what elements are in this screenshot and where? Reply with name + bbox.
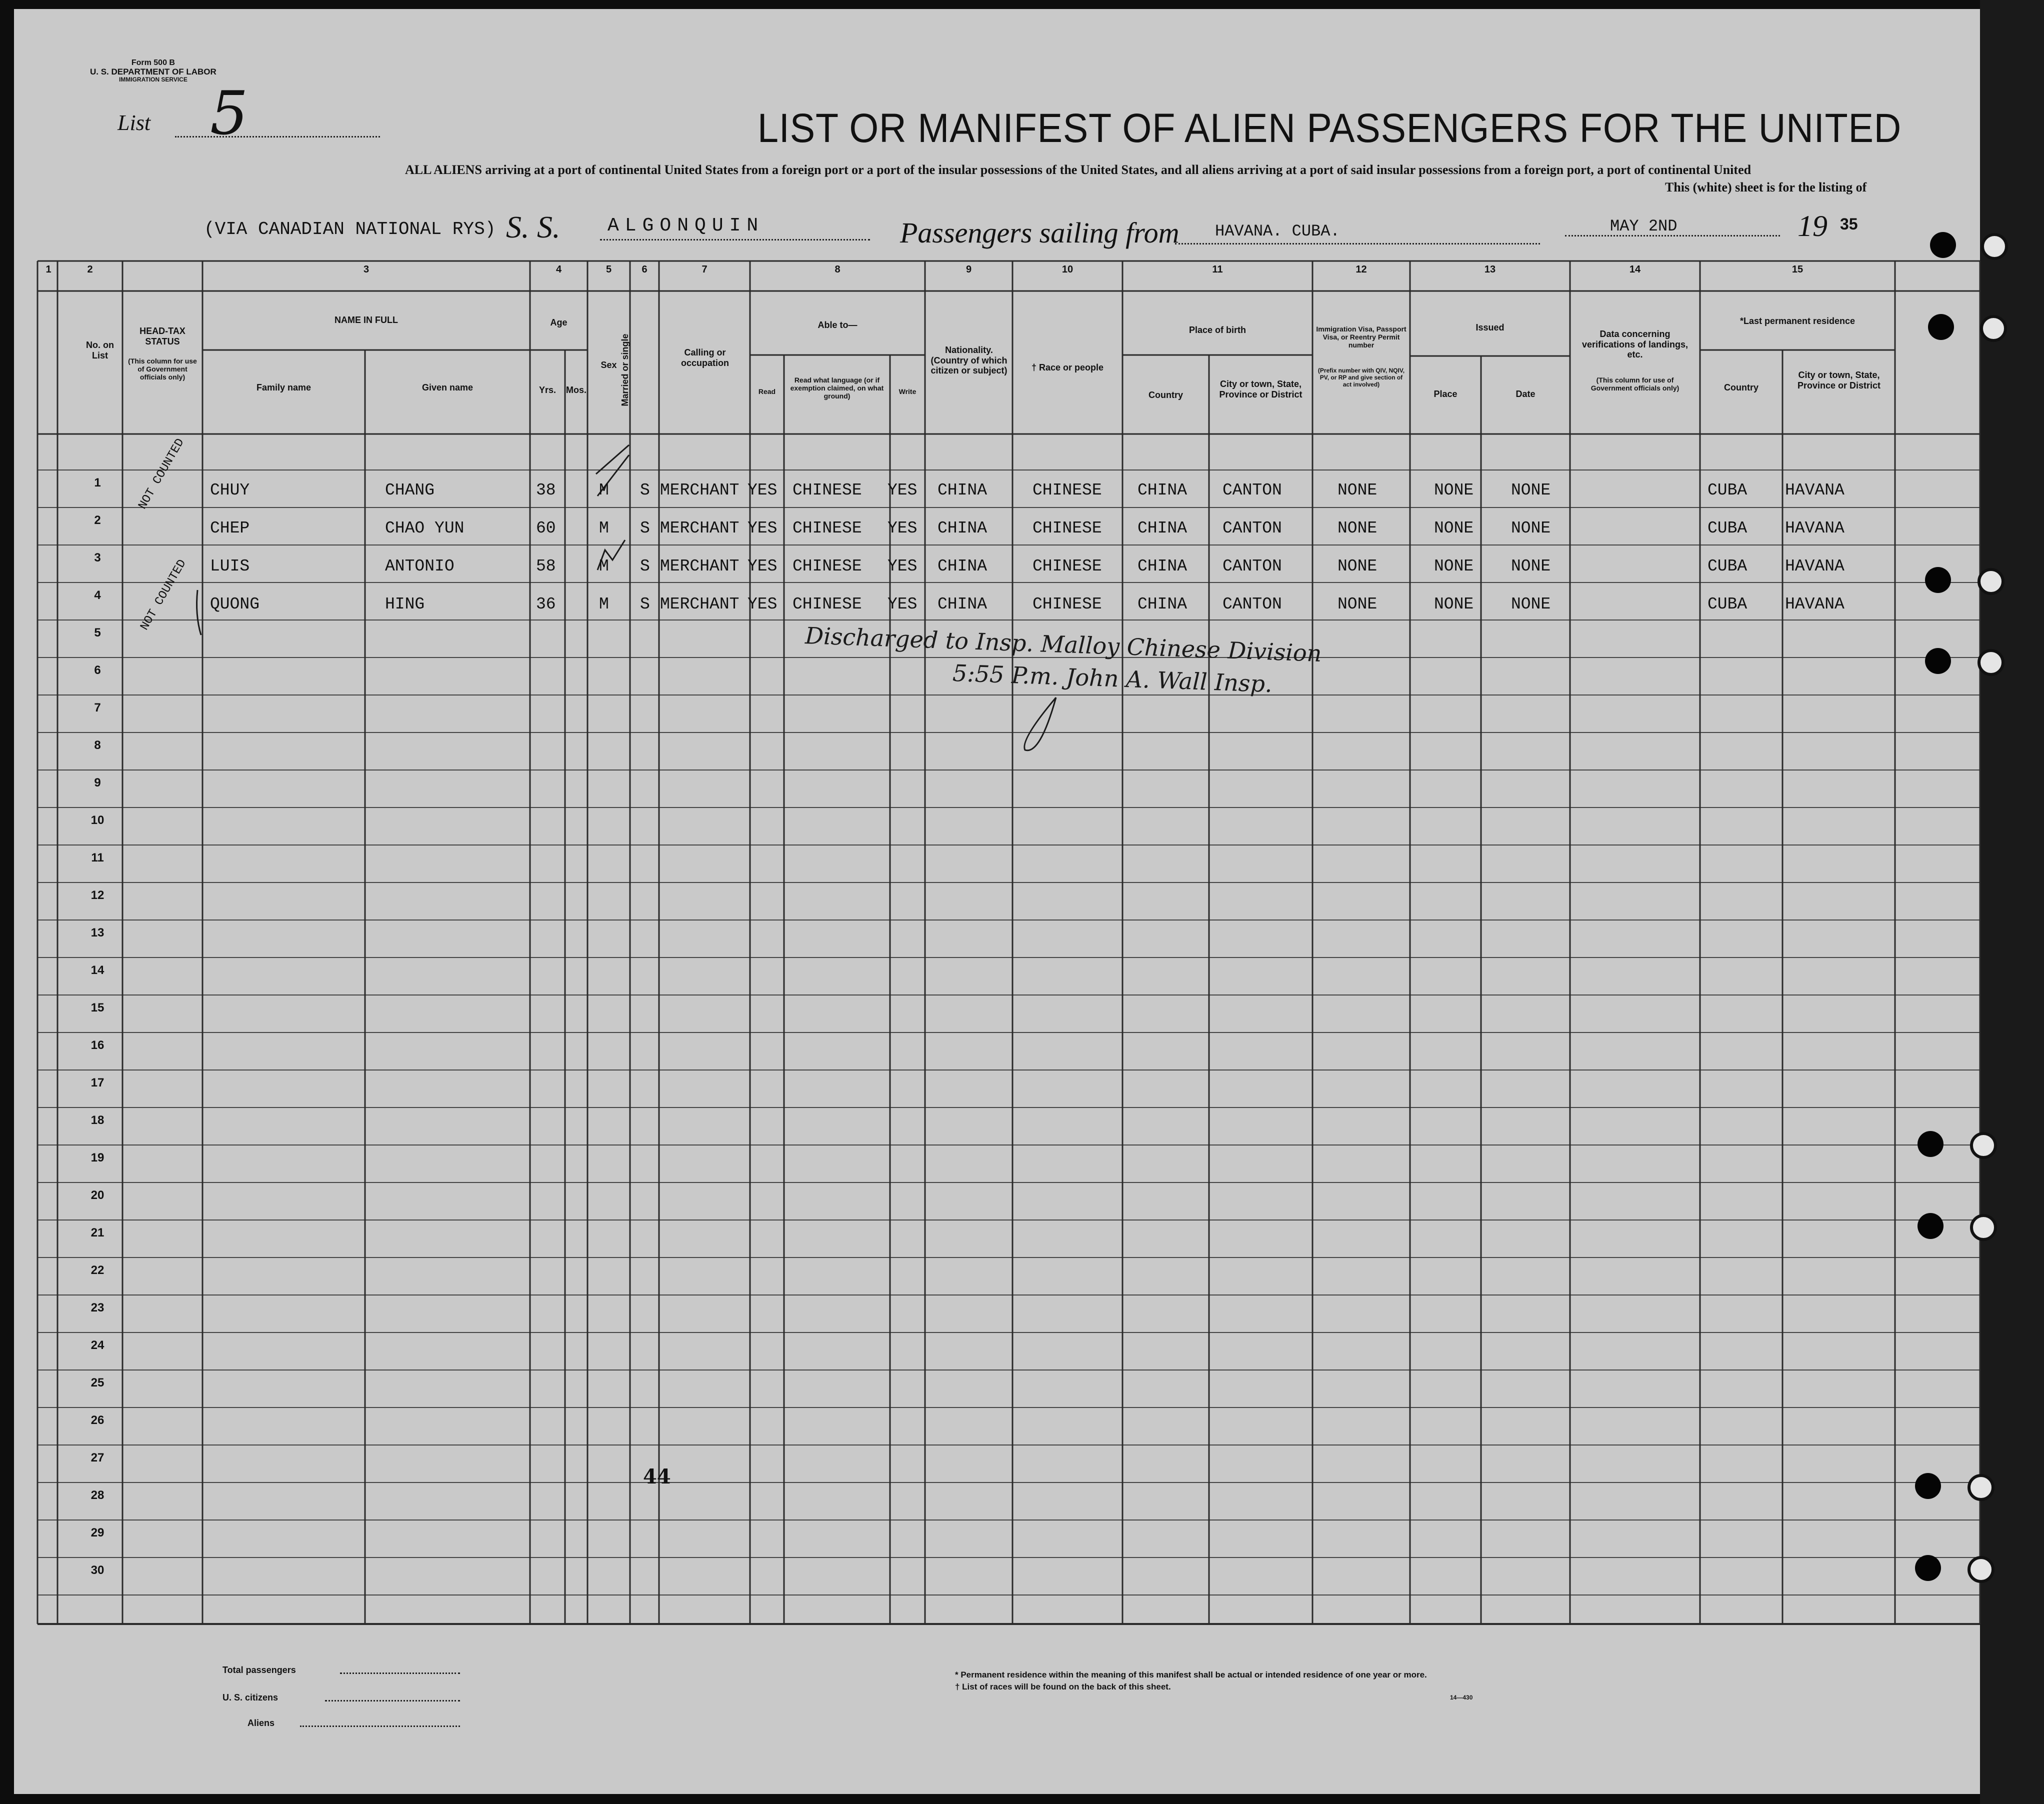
- row-number: 27: [90, 1451, 104, 1464]
- header-sex: Sex: [600, 360, 617, 370]
- department-name: U. S. DEPARTMENT OF LABOR: [90, 66, 216, 76]
- binding-hole: [1915, 1555, 1941, 1581]
- us-citizens-line: [325, 1700, 460, 1702]
- header-race: † Race or people: [1031, 362, 1104, 372]
- birth-city-cell: CANTON: [1222, 557, 1282, 576]
- read-cell: YES: [748, 519, 778, 538]
- binding-ring: [1968, 1556, 1994, 1583]
- header-read: Read: [758, 388, 776, 396]
- form-number: Form 500 B: [131, 58, 175, 67]
- list-number: 5: [210, 79, 248, 148]
- issued-date-cell: NONE: [1511, 595, 1551, 614]
- header-issued-date: Date: [1516, 389, 1536, 399]
- birth-country-cell: CHINA: [1138, 519, 1188, 538]
- row-number: 2: [94, 514, 101, 527]
- binding-ring: [1968, 1474, 1994, 1501]
- nationality-cell: CHINA: [938, 519, 988, 538]
- issued-place-cell: NONE: [1434, 595, 1474, 614]
- header-age: Age: [550, 318, 568, 328]
- visa-cell: NONE: [1338, 557, 1378, 576]
- family-name-cell: QUONG: [210, 595, 260, 614]
- binding-hole: [1928, 314, 1954, 340]
- handwritten-discharge-note: Discharged to Insp. Malloy Chinese Division: [804, 622, 1322, 668]
- given-name-cell: ANTONIO: [385, 557, 454, 576]
- header-verifications: Data concerning verifications of landings, etc.: [1582, 329, 1688, 360]
- header-write: Write: [898, 388, 916, 396]
- marital-status-cell: S: [640, 481, 650, 500]
- read-cell: YES: [748, 595, 778, 614]
- row-number: 22: [90, 1264, 104, 1277]
- race-cell: CHINESE: [1032, 595, 1102, 614]
- row-number: 11: [91, 851, 104, 864]
- row-number: 19: [90, 1151, 104, 1164]
- header-last-residence: *Last permanent residence: [1740, 316, 1856, 326]
- ship-name: ALGONQUIN: [608, 215, 764, 236]
- visa-cell: NONE: [1338, 481, 1378, 500]
- us-citizens-label: U. S. citizens: [222, 1692, 278, 1702]
- header-visa-note: (Prefix number with QIV, NQIV, PV, or RP and give section of act involved): [1318, 367, 1405, 388]
- not-counted-stamp: NOT COUNTED: [136, 436, 188, 512]
- read-cell: YES: [748, 557, 778, 576]
- not-counted-stamp: NOT COUNTED: [138, 557, 190, 633]
- binding-hole: [1918, 1213, 1944, 1239]
- row-number: 23: [90, 1301, 104, 1314]
- issued-place-cell: NONE: [1434, 481, 1474, 500]
- ship-name-line: [600, 239, 870, 240]
- row-number: 14: [90, 964, 104, 977]
- race-cell: CHINESE: [1032, 557, 1102, 576]
- sex-cell: M: [599, 481, 609, 500]
- family-name-cell: CHEP: [210, 519, 250, 538]
- occupation-cell: MERCHANT: [660, 481, 740, 500]
- row-number: 29: [90, 1526, 104, 1540]
- birth-country-cell: CHINA: [1138, 595, 1188, 614]
- form-identifier: [90, 59, 216, 82]
- intro-text-2: This (white) sheet is for the listing of: [1665, 180, 1867, 194]
- binding-ring: [1970, 1132, 1997, 1159]
- footnote-residence: * Permanent residence within the meaning of this manifest shall be actual or intended residence of one year or more.: [955, 1670, 1427, 1680]
- row-number: 7: [94, 701, 101, 714]
- sailing-date: MAY 2ND: [1610, 217, 1678, 236]
- language-cell: CHINESE: [792, 595, 862, 614]
- row-number: 17: [90, 1076, 104, 1090]
- manifest-page: [14, 9, 1980, 1794]
- age-cell: 60: [536, 519, 556, 538]
- port-line: [1175, 243, 1540, 244]
- residence-country-cell: CUBA: [1708, 595, 1748, 614]
- row-number: 21: [90, 1226, 104, 1240]
- col-num-8: 8: [834, 264, 840, 275]
- header-family-name: Family name: [256, 382, 312, 392]
- row-number: 28: [90, 1488, 104, 1502]
- col-num-15: 15: [1792, 264, 1804, 275]
- write-cell: YES: [888, 481, 918, 500]
- row-number: 4: [94, 588, 101, 602]
- issued-place-cell: NONE: [1434, 557, 1474, 576]
- col-num-14: 14: [1629, 264, 1641, 275]
- race-cell: CHINESE: [1032, 481, 1102, 500]
- header-head-tax-note: (This column for use of Government officials only): [128, 357, 197, 382]
- header-place-of-birth: Place of birth: [1188, 325, 1246, 335]
- binding-edge: [1980, 0, 2044, 1804]
- header-age-years: Yrs.: [538, 385, 556, 395]
- header-birth-city: City or town, State, Province or District: [1219, 379, 1302, 400]
- write-cell: YES: [888, 519, 918, 538]
- read-cell: YES: [748, 481, 778, 500]
- birth-city-cell: CANTON: [1222, 519, 1282, 538]
- col-num-4: 4: [556, 264, 562, 275]
- header-able-to: Able to—: [818, 320, 858, 330]
- col-num-9: 9: [966, 264, 972, 275]
- sex-cell: M: [599, 595, 609, 614]
- header-given-name: Given name: [422, 382, 474, 392]
- residence-city-cell: HAVANA: [1785, 481, 1844, 500]
- header-no-on-list: No. on List: [86, 340, 114, 360]
- marital-status-cell: S: [640, 519, 650, 538]
- nationality-cell: CHINA: [938, 481, 988, 500]
- year-suffix: 35: [1840, 215, 1858, 233]
- footnote-races: † List of races will be found on the back of this sheet.: [955, 1682, 1171, 1692]
- residence-country-cell: CUBA: [1708, 481, 1748, 500]
- print-code: 14—430: [1450, 1694, 1473, 1701]
- header-visa: Immigration Visa, Passport Visa, or Reentry Permit number: [1316, 325, 1406, 350]
- list-number-line: [175, 136, 380, 138]
- header-nationality: Nationality. (Country of which citizen or subject): [930, 345, 1008, 376]
- sailing-label: Passengers sailing from: [900, 216, 1180, 249]
- row-number: 16: [90, 1038, 104, 1052]
- age-cell: 58: [536, 557, 556, 576]
- marital-status-cell: S: [640, 595, 650, 614]
- col-num-1: 1: [46, 264, 52, 275]
- language-cell: CHINESE: [792, 557, 862, 576]
- col-num-7: 7: [702, 264, 708, 275]
- header-age-months: Mos.: [566, 385, 586, 395]
- visa-cell: NONE: [1338, 595, 1378, 614]
- binding-hole: [1925, 648, 1951, 674]
- issued-place-cell: NONE: [1434, 519, 1474, 538]
- row-number: 26: [90, 1414, 104, 1427]
- occupation-cell: MERCHANT: [660, 557, 740, 576]
- row-number: 8: [94, 738, 101, 752]
- occupation-cell: MERCHANT: [660, 519, 740, 538]
- row-number: 15: [90, 1001, 104, 1014]
- binding-ring: [1978, 568, 2004, 595]
- header-name-in-full: NAME IN FULL: [334, 315, 398, 325]
- header-read-language: Read what language (or if exemption claimed, on what ground): [790, 376, 884, 400]
- row-number: 6: [94, 664, 101, 677]
- language-cell: CHINESE: [792, 519, 862, 538]
- list-label: List: [118, 110, 151, 135]
- header-married-or-single: Married or single: [620, 334, 630, 406]
- birth-city-cell: CANTON: [1222, 481, 1282, 500]
- binding-ring: [1978, 649, 2004, 676]
- header-issued-place: Place: [1434, 389, 1458, 399]
- row-number: 12: [90, 888, 104, 902]
- age-cell: 36: [536, 595, 556, 614]
- birth-country-cell: CHINA: [1138, 557, 1188, 576]
- issued-date-cell: NONE: [1511, 557, 1551, 576]
- date-line: [1565, 235, 1780, 236]
- issued-date-cell: NONE: [1511, 519, 1551, 538]
- row-number: 3: [94, 551, 101, 564]
- col-num-11: 11: [1212, 264, 1223, 275]
- intro-text: ALL ALIENS arriving at a port of continental United States from a foreign port or a port of the insular possessions of the United States, and all aliens arriving at a port of said insular possessions from a foreign port, a port of continental United: [405, 162, 1752, 177]
- row-number: 1: [94, 476, 101, 490]
- row-number: 30: [90, 1564, 104, 1577]
- residence-country-cell: CUBA: [1708, 557, 1748, 576]
- write-cell: YES: [888, 557, 918, 576]
- total-passengers-label: Total passengers: [222, 1665, 296, 1675]
- header-residence-city: City or town, State, Province or District: [1797, 370, 1881, 390]
- nationality-cell: CHINA: [938, 557, 988, 576]
- row-number: 20: [90, 1188, 104, 1202]
- row-number: 18: [90, 1114, 104, 1127]
- header-birth-country: Country: [1148, 390, 1183, 400]
- col-num-2: 2: [87, 264, 93, 275]
- family-name-cell: LUIS: [210, 557, 250, 576]
- family-name-cell: CHUY: [210, 481, 250, 500]
- binding-ring: [1980, 315, 2007, 342]
- col-num-10: 10: [1062, 264, 1074, 275]
- binding-hole: [1930, 232, 1956, 258]
- ss-label: S. S.: [506, 210, 560, 244]
- col-num-3: 3: [363, 264, 370, 275]
- language-cell: CHINESE: [792, 481, 862, 500]
- race-cell: CHINESE: [1032, 519, 1102, 538]
- visa-cell: NONE: [1338, 519, 1378, 538]
- residence-city-cell: HAVANA: [1785, 557, 1844, 576]
- row-number: 9: [94, 776, 101, 790]
- header-issued: Issued: [1476, 322, 1504, 332]
- departure-port: HAVANA. CUBA.: [1215, 222, 1340, 240]
- sex-cell: M: [599, 557, 609, 576]
- binding-ring: [1970, 1214, 1997, 1241]
- nationality-cell: CHINA: [938, 595, 988, 614]
- col-num-12: 12: [1356, 264, 1367, 275]
- total-passengers-line: [340, 1672, 460, 1674]
- birth-country-cell: CHINA: [1138, 481, 1188, 500]
- binding-ring: [1981, 233, 2008, 260]
- via-route: (VIA CANADIAN NATIONAL RYS): [204, 219, 496, 240]
- manifest-title: LIST OR MANIFEST OF ALIEN PASSENGERS FOR THE UNITED: [758, 106, 1902, 151]
- header-head-tax: HEAD-TAX STATUS: [140, 326, 186, 346]
- row-number: 25: [90, 1376, 104, 1390]
- binding-hole: [1915, 1473, 1941, 1499]
- row-number: 5: [94, 626, 101, 640]
- header-verifications-note: (This column for use of Government officials only): [1590, 376, 1680, 392]
- aliens-line: [300, 1726, 460, 1727]
- binding-hole: [1925, 567, 1951, 593]
- age-cell: 38: [536, 481, 556, 500]
- residence-city-cell: HAVANA: [1785, 519, 1844, 538]
- header-residence-country: Country: [1724, 382, 1758, 392]
- year-prefix: 19: [1798, 210, 1828, 242]
- row-number: 13: [90, 926, 104, 940]
- occupation-cell: MERCHANT: [660, 595, 740, 614]
- sex-cell: M: [599, 519, 609, 538]
- residence-city-cell: HAVANA: [1785, 595, 1844, 614]
- col-num-5: 5: [606, 264, 612, 275]
- residence-country-cell: CUBA: [1708, 519, 1748, 538]
- birth-city-cell: CANTON: [1222, 595, 1282, 614]
- row-number: 24: [90, 1338, 104, 1352]
- marital-status-cell: S: [640, 557, 650, 576]
- binding-hole: [1918, 1131, 1944, 1157]
- given-name-cell: CHANG: [385, 481, 435, 500]
- service-name: IMMIGRATION SERVICE: [118, 76, 188, 83]
- write-cell: YES: [888, 595, 918, 614]
- row-number: 10: [90, 814, 104, 827]
- aliens-label: Aliens: [248, 1718, 275, 1728]
- issued-date-cell: NONE: [1511, 481, 1551, 500]
- figure-44: 44: [643, 1465, 671, 1488]
- col-num-6: 6: [642, 264, 648, 275]
- given-name-cell: CHAO YUN: [385, 519, 464, 538]
- col-num-13: 13: [1484, 264, 1496, 275]
- handwritten-signature-line: 5:55 P.m. John A. Wall Insp.: [952, 659, 1273, 698]
- given-name-cell: HING: [385, 595, 425, 614]
- header-calling: Calling or occupation: [680, 348, 729, 368]
